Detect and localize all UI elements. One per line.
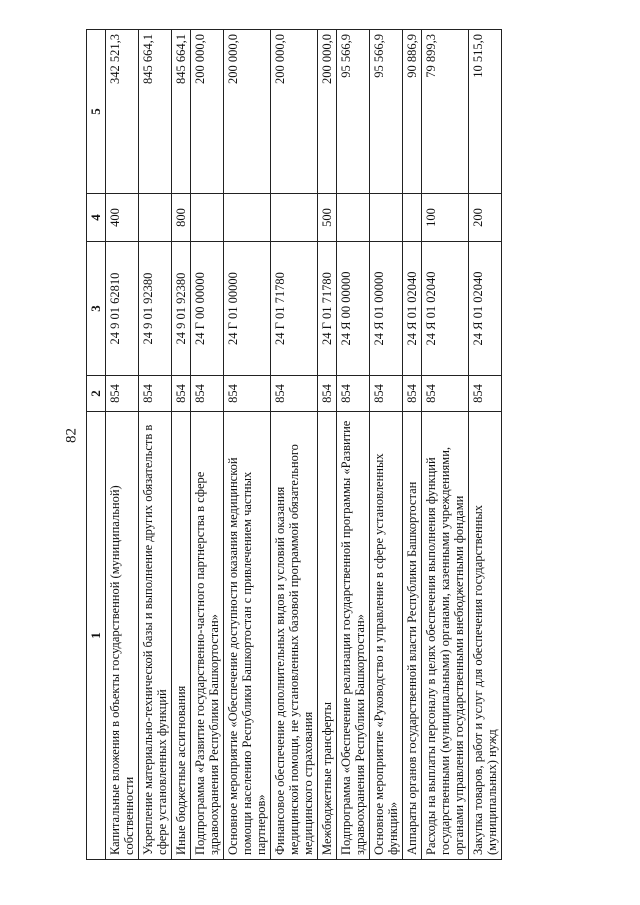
row-code: 854 bbox=[139, 376, 172, 412]
row-vr bbox=[191, 194, 224, 242]
table-row bbox=[271, 30, 318, 860]
row-name: Межбюджетные трансферты bbox=[318, 412, 337, 860]
row-csr: 24 Г 01 00000 bbox=[224, 242, 271, 376]
row-name: Подпрограмма «Развитие государственно-частного партнерства в сфере здравоохранения Республики Башкортостан» bbox=[191, 412, 224, 860]
row-csr: 24 Я 01 02040 bbox=[469, 242, 502, 376]
row-code: 854 bbox=[318, 376, 337, 412]
row-code: 854 bbox=[403, 376, 422, 412]
header-col-3: 3 bbox=[87, 242, 106, 376]
row-sum: 10 515,0 bbox=[469, 30, 502, 194]
row-csr: 24 Я 01 02040 bbox=[422, 242, 469, 376]
row-vr: 100 bbox=[422, 194, 469, 242]
row-vr bbox=[271, 194, 318, 242]
row-code: 854 bbox=[224, 376, 271, 412]
row-sum: 342 521,3 bbox=[106, 30, 139, 194]
table-row bbox=[370, 30, 403, 860]
row-sum: 90 886,9 bbox=[403, 30, 422, 194]
row-vr: 200 bbox=[469, 194, 502, 242]
header-col-2: 2 bbox=[87, 376, 106, 412]
row-vr: 400 bbox=[106, 194, 139, 242]
row-csr: 24 Я 01 00000 bbox=[370, 242, 403, 376]
row-csr: 24 Я 01 02040 bbox=[403, 242, 422, 376]
row-code: 854 bbox=[191, 376, 224, 412]
header-col-1: 1 bbox=[87, 412, 106, 860]
row-sum: 200 000,0 bbox=[224, 30, 271, 194]
table-row bbox=[172, 30, 191, 860]
row-csr: 24 Г 01 71780 bbox=[318, 242, 337, 376]
row-name: Подпрограмма «Обеспечение реализации государственной программы «Развитие здравоохранения Республики Башкортостан» bbox=[337, 412, 370, 860]
row-name: Аппараты органов государственной власти Республики Башкортостан bbox=[403, 412, 422, 860]
row-vr bbox=[337, 194, 370, 242]
header-col-4: 4 bbox=[87, 194, 106, 242]
header-col-5: 5 bbox=[87, 30, 106, 194]
row-name: Иные бюджетные ассигнования bbox=[172, 412, 191, 860]
row-vr: 800 bbox=[172, 194, 191, 242]
rotated-table-wrapper bbox=[86, 30, 502, 860]
row-csr: 24 Г 01 71780 bbox=[271, 242, 318, 376]
table-row bbox=[337, 30, 370, 860]
row-name: Закупка товаров, работ и услуг для обеспечения государственных (муниципальных) нужд bbox=[469, 412, 502, 860]
table-row bbox=[106, 30, 139, 860]
row-sum: 845 664,1 bbox=[172, 30, 191, 194]
row-code: 854 bbox=[337, 376, 370, 412]
table-row bbox=[191, 30, 224, 860]
header-row bbox=[87, 30, 106, 860]
row-name: Основное мероприятие «Руководство и управление в сфере установленных функций» bbox=[370, 412, 403, 860]
row-csr: 24 Г 00 00000 bbox=[191, 242, 224, 376]
row-code: 854 bbox=[106, 376, 139, 412]
row-vr: 500 bbox=[318, 194, 337, 242]
page-number: 82 bbox=[63, 428, 80, 443]
row-sum: 200 000,0 bbox=[271, 30, 318, 194]
row-sum: 95 566,9 bbox=[337, 30, 370, 194]
row-code: 854 bbox=[422, 376, 469, 412]
row-code: 854 bbox=[469, 376, 502, 412]
row-csr: 24 Я 00 00000 bbox=[337, 242, 370, 376]
row-vr bbox=[139, 194, 172, 242]
table-row bbox=[139, 30, 172, 860]
row-name: Основное мероприятие «Обеспечение доступности оказания медицинской помощи населению Республики Башкортостан с привлечением частных партнеров» bbox=[224, 412, 271, 860]
row-sum: 79 899,3 bbox=[422, 30, 469, 194]
row-name: Капитальные вложения в объекты государственной (муниципальной) собственности bbox=[106, 412, 139, 860]
row-name: Укрепление материально-технической базы и выполнение других обязательств в сфере установленных функций bbox=[139, 412, 172, 860]
row-name: Расходы на выплаты персоналу в целях обеспечения выполнения функций государственными (муниципальными) органами, казенными учреждениями, органами управления государственными внебюджетными фондами bbox=[422, 412, 469, 860]
row-vr bbox=[370, 194, 403, 242]
table-row bbox=[422, 30, 469, 860]
table-row bbox=[224, 30, 271, 860]
row-sum: 200 000,0 bbox=[191, 30, 224, 194]
row-name: Финансовое обеспечение дополнительных видов и условий оказания медицинской помощи, не установленных базовой программой обязательного медицинского страхования bbox=[271, 412, 318, 860]
table-body bbox=[106, 30, 502, 860]
budget-table bbox=[86, 29, 502, 860]
table-row bbox=[403, 30, 422, 860]
table-row bbox=[469, 30, 502, 860]
row-sum: 845 664,1 bbox=[139, 30, 172, 194]
row-code: 854 bbox=[370, 376, 403, 412]
row-sum: 95 566,9 bbox=[370, 30, 403, 194]
row-vr bbox=[403, 194, 422, 242]
row-csr: 24 9 01 92380 bbox=[172, 242, 191, 376]
row-code: 854 bbox=[172, 376, 191, 412]
table-row bbox=[318, 30, 337, 860]
row-vr bbox=[224, 194, 271, 242]
row-code: 854 bbox=[271, 376, 318, 412]
row-csr: 24 9 01 62810 bbox=[106, 242, 139, 376]
row-sum: 200 000,0 bbox=[318, 30, 337, 194]
row-csr: 24 9 01 92380 bbox=[139, 242, 172, 376]
